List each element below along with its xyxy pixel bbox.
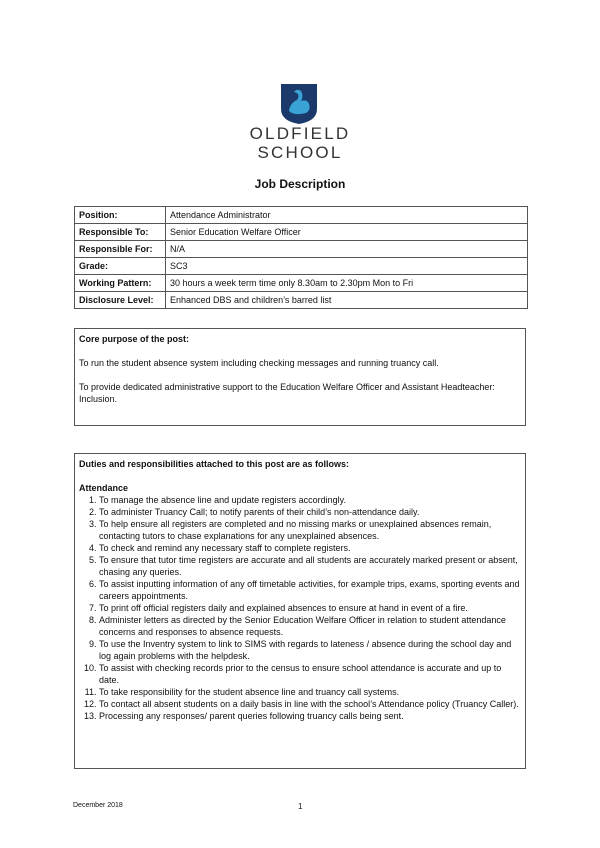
table-row [75,275,528,292]
list-item: 6. To assist inputting information of any off timetable activities, for example trips, exams, sporting events and careers appointments. [99,578,521,602]
list-item: 2. To administer Truancy Call; to notify parents of their child’s non-attendance daily. [99,506,521,518]
info-label: Position: [75,207,166,224]
list-item: 5. To ensure that tutor time registers are accurate and all students are accurately marked present or absent, chasing any queries. [99,554,521,578]
duties-box [74,453,526,769]
school-crest-logo [280,83,318,125]
duties-subheading: Attendance [79,483,129,493]
info-label: Grade: [75,258,166,275]
info-label: Working Pattern: [75,275,166,292]
duties-heading: Duties and responsibilities attached to this post are as follows: [79,459,350,469]
list-item: 11. To take responsibility for the student absence line and truancy call systems. [99,686,521,698]
table-row [75,258,528,275]
page-number: 1 [298,802,303,811]
footer-date: December 2018 [73,802,123,809]
list-item: 8. Administer letters as directed by the Senior Education Welfare Officer in relation to student attendance concerns and responses to absence requests. [99,614,521,638]
table-row [75,241,528,258]
info-value: 30 hours a week term time only 8.30am to 2.30pm Mon to Fri [166,275,528,292]
document-title: Job Description [254,177,346,191]
list-item: 10. To assist with checking records prior to the census to ensure school attendance is accurate and up to date. [99,662,521,686]
core-purpose-paragraph: To run the student absence system including checking messages and running truancy call. [79,358,439,368]
table-row [75,292,528,309]
info-label: Responsible To: [75,224,166,241]
list-item: 9. To use the Inventry system to link to SIMS with regards to lateness / absence during the school day and log again problems with the helpdesk. [99,638,521,662]
list-item: 13. Processing any responses/ parent queries following truancy calls being sent. [99,710,521,722]
info-label: Disclosure Level: [75,292,166,309]
core-purpose-heading: Core purpose of the post: [79,334,189,344]
list-item: 1. To manage the absence line and update registers accordingly. [99,494,521,506]
job-info-table [74,206,528,309]
list-item: 7. To print off official registers daily and explained absences to ensure at hand in event of a fire. [99,602,521,614]
school-name-line2: SCHOOL [257,143,343,162]
school-name-line1: OLDFIELD [249,124,351,143]
list-item: 12. To contact all absent students on a daily basis in line with the school’s Attendance policy (Truancy Caller). [99,698,521,710]
table-row [75,207,528,224]
list-item: 4. To check and remind any necessary staff to complete registers. [99,542,521,554]
info-value: Senior Education Welfare Officer [166,224,528,241]
duties-list [79,494,521,722]
info-value: Attendance Administrator [166,207,528,224]
core-purpose-box [74,328,526,426]
info-value: Enhanced DBS and children’s barred list [166,292,528,309]
info-label: Responsible For: [75,241,166,258]
table-row [75,224,528,241]
info-value: N/A [166,241,528,258]
core-purpose-paragraph: To provide dedicated administrative support to the Education Welfare Officer and Assistant Headteacher: Inclusion. [79,382,495,404]
list-item: 3. To help ensure all registers are completed and no missing marks or unexplained absences remain, contacting tutors to chase explanations for any unexplained absences. [99,518,521,542]
info-value: SC3 [166,258,528,275]
